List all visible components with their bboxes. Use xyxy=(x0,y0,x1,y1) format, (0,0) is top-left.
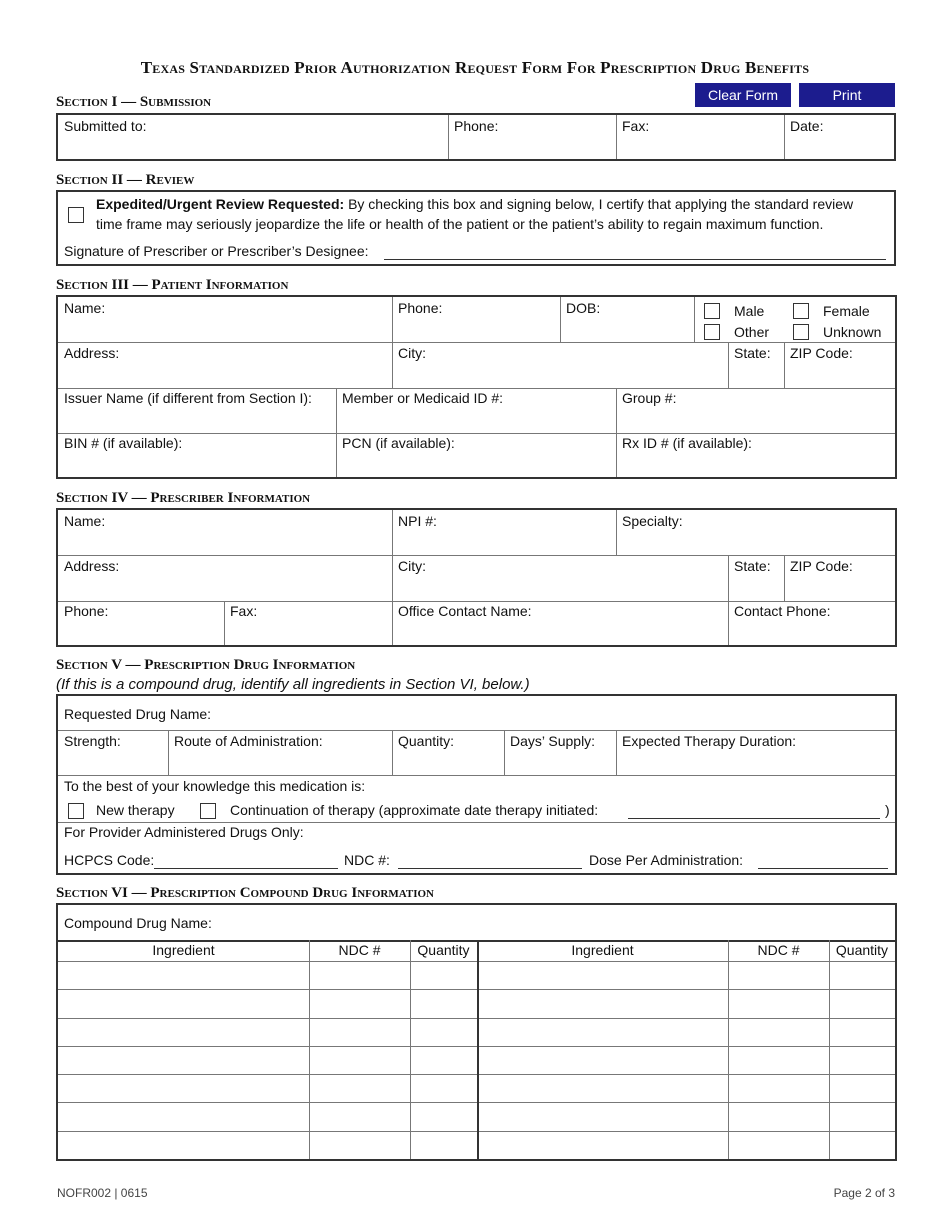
section-4-box xyxy=(56,508,897,647)
form-title: Texas Standardized Prior Authorization Request Form For Prescription Drug Benefits xyxy=(140,58,810,77)
prescriber-zip-field[interactable]: ZIP Code: xyxy=(790,558,853,574)
section-6-heading: Section VI — Prescription Compound Drug Information xyxy=(56,885,434,901)
expedited-text-line1: By checking this box and signing below, I certify that applying the standard review xyxy=(348,196,854,212)
sex-male-label: Male xyxy=(734,303,765,319)
rx-id-field[interactable]: Rx ID # (if available): xyxy=(622,435,752,451)
strength-field[interactable]: Strength: xyxy=(64,733,121,749)
hcpcs-label: HCPCS Code: xyxy=(64,852,155,868)
issuer-name-field[interactable]: Issuer Name (if different from Section I): xyxy=(64,390,312,406)
signature-line[interactable] xyxy=(384,259,886,260)
section-5-box xyxy=(56,694,897,875)
sex-other-label: Other xyxy=(734,324,770,340)
patient-zip-field[interactable]: ZIP Code: xyxy=(790,345,853,361)
sex-male-checkbox[interactable] xyxy=(704,303,720,319)
submitted-to-field[interactable]: Submitted to: xyxy=(64,118,147,134)
requested-drug-name-field[interactable]: Requested Drug Name: xyxy=(64,706,212,722)
ndc-label: NDC #: xyxy=(344,852,390,868)
signature-label: Signature of Prescriber or Prescriber’s Designee: xyxy=(64,243,369,259)
dose-label: Dose Per Administration: xyxy=(589,852,744,868)
col-ingredient-2: Ingredient xyxy=(571,942,634,958)
prescriber-phone-field[interactable]: Phone: xyxy=(64,603,109,619)
knowledge-label: To the best of your knowledge this medication is: xyxy=(64,778,366,794)
col-ingredient-1: Ingredient xyxy=(152,942,215,958)
days-supply-field[interactable]: Days’ Supply: xyxy=(510,733,596,749)
close-paren: ) xyxy=(885,802,890,818)
group-number-field[interactable]: Group #: xyxy=(622,390,677,406)
provider-admin-label: For Provider Administered Drugs Only: xyxy=(64,824,304,840)
section-5-heading: Section V — Prescription Drug Information xyxy=(56,657,356,673)
expedited-review-checkbox[interactable] xyxy=(68,207,84,223)
compound-drug-name-field[interactable]: Compound Drug Name: xyxy=(64,915,212,931)
prescriber-name-field[interactable]: Name: xyxy=(64,513,106,529)
col-quantity-1: Quantity xyxy=(417,942,470,958)
pcn-field[interactable]: PCN (if available): xyxy=(342,435,455,451)
section-2-box xyxy=(56,190,896,266)
page-number: Page 2 of 3 xyxy=(833,1186,895,1200)
patient-city-field[interactable]: City: xyxy=(398,345,426,361)
prescriber-city-field[interactable]: City: xyxy=(398,558,426,574)
hcpcs-line[interactable] xyxy=(154,868,338,869)
col-quantity-2: Quantity xyxy=(835,942,889,958)
office-contact-field[interactable]: Office Contact Name: xyxy=(398,603,532,619)
sex-female-checkbox[interactable] xyxy=(793,303,809,319)
ndc-line[interactable] xyxy=(398,868,582,869)
form-code: NOFR002 | 0615 xyxy=(57,1186,148,1200)
clear-form-button[interactable]: Clear Form xyxy=(695,83,791,107)
patient-state-field[interactable]: State: xyxy=(734,345,771,361)
therapy-initiated-date-line[interactable] xyxy=(628,818,880,819)
section-2-heading: Section II — Review xyxy=(56,172,195,188)
patient-phone-field[interactable]: Phone: xyxy=(398,300,443,316)
patient-address-field[interactable]: Address: xyxy=(64,345,120,361)
section-4-heading: Section IV — Prescriber Information xyxy=(56,490,311,506)
specialty-field[interactable]: Specialty: xyxy=(622,513,683,529)
patient-dob-field[interactable]: DOB: xyxy=(566,300,601,316)
section-1-heading: Section I — Submission xyxy=(56,94,212,110)
prescriber-state-field[interactable]: State: xyxy=(734,558,771,574)
submission-date-field[interactable]: Date: xyxy=(790,118,824,134)
print-button[interactable]: Print xyxy=(799,83,895,107)
continuation-label: Continuation of therapy (approximate date therapy initiated: xyxy=(230,802,599,818)
quantity-field[interactable]: Quantity: xyxy=(398,733,455,749)
prescriber-address-field[interactable]: Address: xyxy=(64,558,120,574)
continuation-checkbox[interactable] xyxy=(200,803,216,819)
col-ndc-1: NDC # xyxy=(338,942,381,958)
bin-field[interactable]: BIN # (if available): xyxy=(64,435,183,451)
section-5-note: (If this is a compound drug, identify all ingredients in Section VI, below.) xyxy=(56,676,530,693)
new-therapy-label: New therapy xyxy=(96,802,175,818)
section-6-box xyxy=(56,903,897,1161)
new-therapy-checkbox[interactable] xyxy=(68,803,84,819)
col-ndc-2: NDC # xyxy=(757,942,800,958)
member-id-field[interactable]: Member or Medicaid ID #: xyxy=(342,390,504,406)
sex-female-label: Female xyxy=(823,303,870,319)
patient-name-field[interactable]: Name: xyxy=(64,300,106,316)
section-3-heading: Section III — Patient Information xyxy=(56,277,289,293)
contact-phone-field[interactable]: Contact Phone: xyxy=(734,603,831,619)
sex-unknown-checkbox[interactable] xyxy=(793,324,809,340)
therapy-duration-field[interactable]: Expected Therapy Duration: xyxy=(622,733,797,749)
dose-line[interactable] xyxy=(758,868,888,869)
npi-field[interactable]: NPI #: xyxy=(398,513,437,529)
sex-other-checkbox[interactable] xyxy=(704,324,720,340)
section-3-box xyxy=(56,295,897,479)
sex-unknown-label: Unknown xyxy=(823,324,882,340)
submission-fax-field[interactable]: Fax: xyxy=(622,118,650,134)
section-1-box xyxy=(56,113,896,161)
expedited-text-line2: time frame may seriously jeopardize the life or health of the patient or the patient’s ability to regain maximum function. xyxy=(96,216,824,232)
route-field[interactable]: Route of Administration: xyxy=(174,733,323,749)
submission-phone-field[interactable]: Phone: xyxy=(454,118,499,134)
prescriber-fax-field[interactable]: Fax: xyxy=(230,603,258,619)
expedited-label: Expedited/Urgent Review Requested: xyxy=(96,196,345,212)
